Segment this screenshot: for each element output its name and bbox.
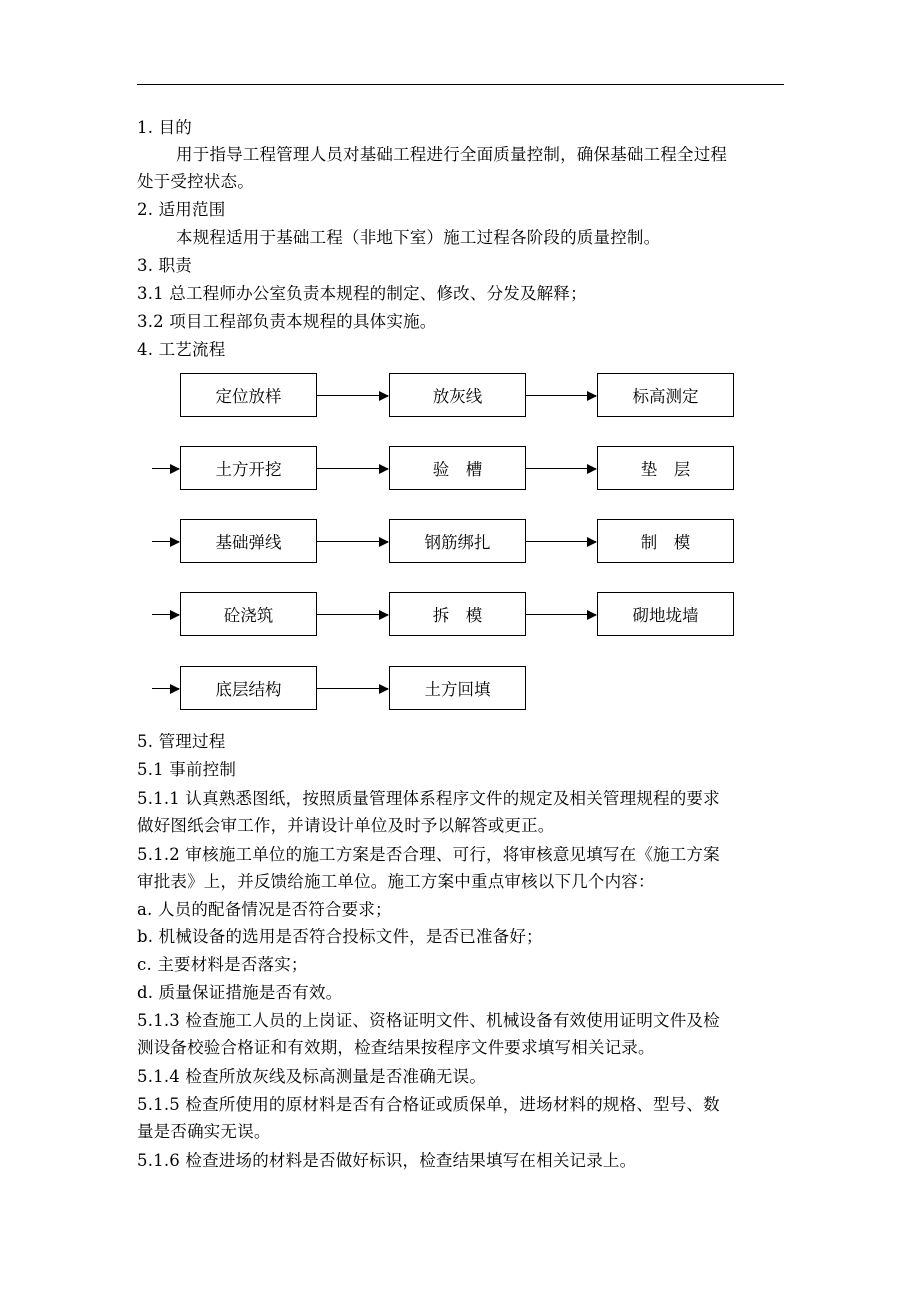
para-5-1-3-line2: 测设备校验合格证和有效期，检查结果按程序文件要求填写相关记录。: [137, 1038, 655, 1057]
list-item-b: b. 机械设备的选用是否符合投标文件，是否已准备好；: [137, 927, 543, 946]
flow-arrow-entry: [152, 614, 179, 615]
flow-step-10: 砼浇筑: [180, 592, 317, 636]
para-5-1-1-line1: 5.1.1 认真熟悉图纸，按照质量管理体系程序文件的规定及相关管理规程的要求: [137, 789, 720, 808]
flow-arrow-entry: [152, 468, 179, 469]
flow-arrow: [317, 395, 388, 396]
section-2-heading: 2. 适用范围: [137, 200, 226, 219]
section-3-item-1: 3.1 总工程师办公室负责本规程的制定、修改、分发及解释；: [137, 284, 587, 303]
list-item-a: a. 人员的配备情况是否符合要求；: [137, 900, 392, 919]
flow-step-9: 制 模: [597, 519, 734, 563]
section-3-heading: 3. 职责: [137, 256, 192, 275]
flow-arrow: [317, 688, 388, 689]
section-3-item-2: 3.2 项目工程部负责本规程的具体实施。: [137, 312, 437, 331]
flow-step-3: 标高测定: [597, 373, 734, 417]
flow-arrow-entry: [152, 541, 179, 542]
flow-step-8: 钢筋绑扎: [389, 519, 526, 563]
flow-arrow: [526, 541, 596, 542]
flow-step-2: 放灰线: [389, 373, 526, 417]
flow-step-11: 拆 模: [389, 592, 526, 636]
flow-step-7: 基础弹线: [180, 519, 317, 563]
flow-arrow-entry: [152, 688, 179, 689]
header-rule: [137, 84, 784, 85]
flow-arrow: [317, 541, 388, 542]
section-1-body-line1: 用于指导工程管理人员对基础工程进行全面质量控制，确保基础工程全过程: [176, 145, 728, 164]
list-item-c: c. 主要材料是否落实；: [137, 955, 308, 974]
flow-step-1: 定位放样: [180, 373, 317, 417]
flow-step-14: 土方回填: [389, 666, 526, 710]
section-2-body: 本规程适用于基础工程（非地下室）施工过程各阶段的质量控制。: [176, 228, 661, 247]
flow-arrow: [317, 468, 388, 469]
section-5-heading: 5. 管理过程: [137, 732, 226, 751]
para-5-1-2-line1: 5.1.2 审核施工单位的施工方案是否合理、可行，将审核意见填写在《施工方案: [137, 845, 720, 864]
para-5-1-1-line2: 做好图纸会审工作，并请设计单位及时予以解答或更正。: [137, 816, 555, 835]
flow-step-12: 砌地垅墙: [597, 592, 734, 636]
section-1-body-line2: 处于受控状态。: [137, 172, 254, 191]
para-5-1-5-line2: 量是否确实无误。: [137, 1122, 271, 1141]
para-5-1-6: 5.1.6 检查进场的材料是否做好标识，检查结果填写在相关记录上。: [137, 1151, 637, 1170]
para-5-1-3-line1: 5.1.3 检查施工人员的上岗证、资格证明文件、机械设备有效使用证明文件及检: [137, 1011, 720, 1030]
flow-step-5: 验 槽: [389, 446, 526, 490]
section-4-heading: 4. 工艺流程: [137, 340, 226, 359]
para-5-1-5-line1: 5.1.5 检查所使用的原材料是否有合格证或质保单，进场材料的规格、型号、数: [137, 1095, 720, 1114]
section-1-heading: 1. 目的: [137, 118, 192, 137]
section-5-1-heading: 5.1 事前控制: [137, 760, 237, 779]
flow-arrow: [317, 614, 388, 615]
flow-step-6: 垫 层: [597, 446, 734, 490]
para-5-1-2-line2: 审批表》上，并反馈给施工单位。施工方案中重点审核以下几个内容：: [137, 872, 655, 891]
flow-step-4: 土方开挖: [180, 446, 317, 490]
flow-step-13: 底层结构: [180, 666, 317, 710]
para-5-1-4: 5.1.4 检查所放灰线及标高测量是否准确无误。: [137, 1067, 487, 1086]
flow-arrow: [526, 468, 596, 469]
flow-arrow: [526, 395, 596, 396]
list-item-d: d. 质量保证措施是否有效。: [137, 983, 343, 1002]
flow-arrow: [526, 614, 596, 615]
